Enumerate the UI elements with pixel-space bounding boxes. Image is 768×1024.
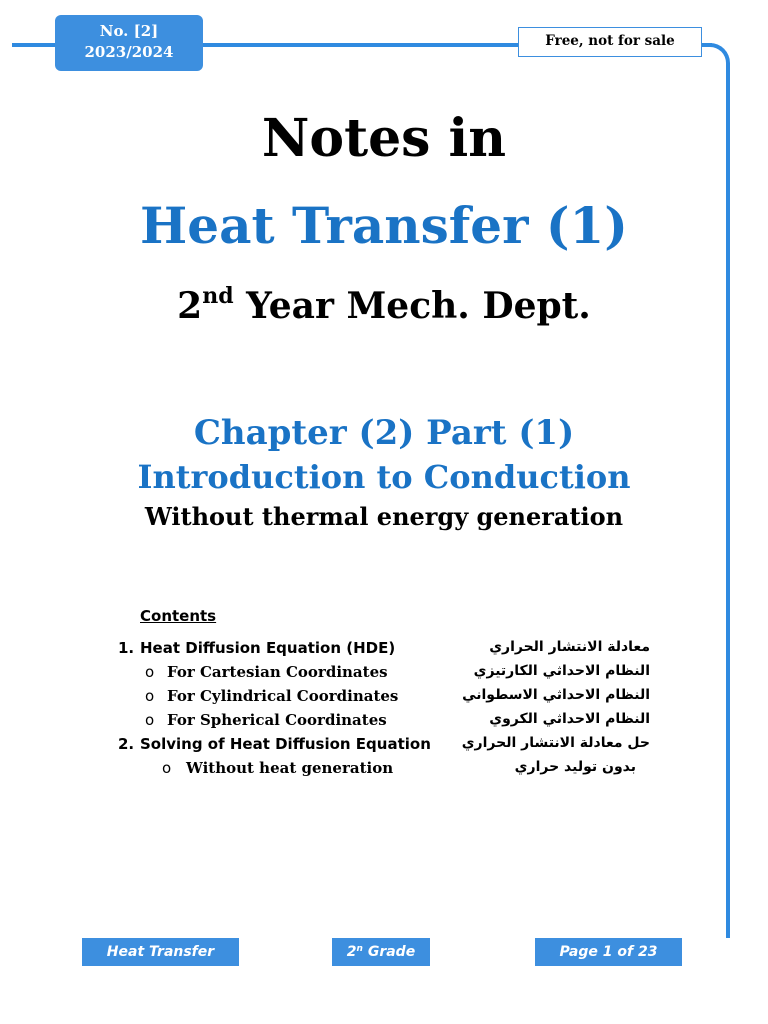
item-arabic: النظام الاحداثي الكروي xyxy=(489,711,650,727)
item-arabic: بدون توليد حراري xyxy=(514,759,636,775)
item-english: For Cylindrical Coordinates xyxy=(167,687,399,705)
footer-subject: Heat Transfer xyxy=(82,938,239,966)
item-marker: 1. xyxy=(118,639,135,657)
item-english: For Cartesian Coordinates xyxy=(167,663,388,681)
chapter-topic: Introduction to Conduction xyxy=(137,458,631,496)
contents-item xyxy=(0,735,768,757)
contents-item xyxy=(0,687,768,709)
issue-number: No. [2] xyxy=(99,22,159,40)
item-arabic: معادلة الانتشار الحراري xyxy=(489,639,650,655)
item-arabic: النظام الاحداثي الكارتيزي xyxy=(473,663,650,679)
year-department xyxy=(0,285,768,327)
contents-item xyxy=(0,639,768,661)
item-marker: o xyxy=(162,759,172,777)
footer-grade xyxy=(332,938,430,966)
item-marker: o xyxy=(145,687,155,705)
item-marker: o xyxy=(145,663,155,681)
course-title: Heat Transfer (1) xyxy=(140,196,628,255)
issue-badge xyxy=(55,15,203,71)
academic-year: 2023/2024 xyxy=(84,43,174,61)
year-suffix: nd xyxy=(202,283,234,309)
item-english: Without heat generation xyxy=(186,759,394,777)
grade-number: 2 xyxy=(346,944,357,960)
contents-heading: Contents xyxy=(140,607,217,625)
contents-item xyxy=(0,663,768,685)
contents-item xyxy=(0,759,768,781)
item-english: For Spherical Coordinates xyxy=(167,711,387,729)
item-english: Solving of Heat Diffusion Equation xyxy=(140,735,431,753)
year-number: 2 xyxy=(177,285,203,327)
item-marker: o xyxy=(145,711,155,729)
frame-corner xyxy=(700,43,730,73)
grade-suffix: n xyxy=(356,944,363,954)
item-arabic: النظام الاحداثي الاسطواني xyxy=(462,687,650,703)
title-notes: Notes in xyxy=(261,108,507,169)
year-rest: Year Mech. Dept. xyxy=(233,285,591,327)
footer-page-number: Page 1 of 23 xyxy=(535,938,682,966)
item-marker: 2. xyxy=(118,735,135,753)
price-note: Free, not for sale xyxy=(518,27,702,57)
chapter-subtopic: Without thermal energy generation xyxy=(144,502,624,531)
item-english: Heat Diffusion Equation (HDE) xyxy=(140,639,396,657)
item-arabic: حل معادلة الانتشار الحراري xyxy=(461,735,650,751)
grade-rest: Grade xyxy=(362,944,416,960)
chapter-heading: Chapter (2) Part (1) xyxy=(193,413,575,453)
contents-item xyxy=(0,711,768,733)
